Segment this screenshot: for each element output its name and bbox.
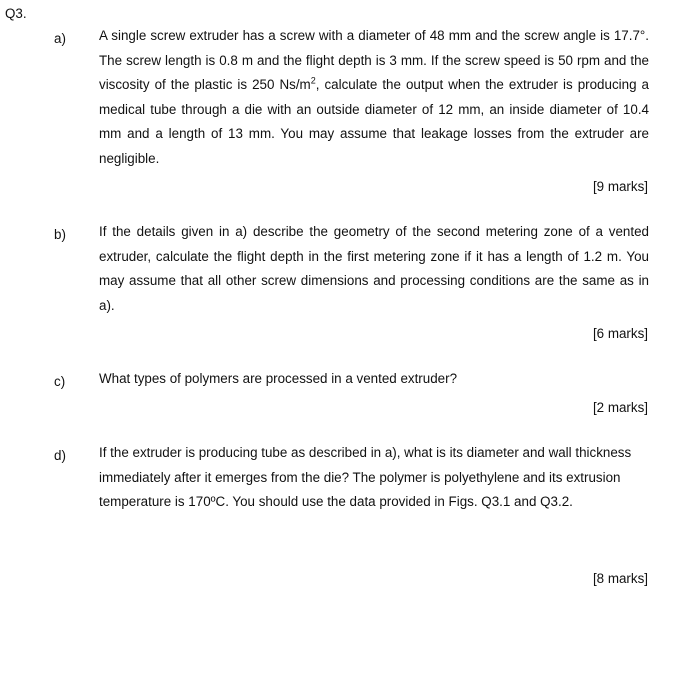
part-b-text: If the details given in a) describe the geometry of the second metering zone of a vented extruder, calculate the flight depth in the first metering zone if it has a length of 1.2 m. You may assume that all other screw dimensions and processing conditions are the same as in a). (99, 224, 649, 313)
question-number: Q3. (5, 6, 27, 21)
part-d-label: d) (54, 448, 66, 463)
part-d-marks: [8 marks] (592, 571, 648, 586)
part-a-text: A single screw extruder has a screw with a diameter of 48 mm and the screw angle is 17.7°. The screw length is 0.8 m and the flight depth is 3 mm. If the screw speed is 50 rpm and the viscosity of the plastic is 250 $Ns/m^2$, calculate the output when the extruder is producing a medical tube through a die with an outside diameter of 12 mm, an inside diameter of 10.4 mm and a length of 13 mm. You may assume that leakage losses from the extruder are negligible. (99, 28, 649, 166)
part-c-label: c) (54, 374, 66, 389)
part-b-marks: [6 marks] (592, 326, 648, 341)
part-a-label: a) (54, 31, 66, 46)
part-d-text: If the extruder is producing tube as described in a), what is its diameter and wall thickness immediately after it emerges from the die? The polymer is polyethylene and its extrusion temperature is 170ºC. You should use the data provided in Figs. Q3.1 and Q3.2. (99, 445, 632, 510)
part-b-label: b) (54, 227, 66, 242)
part-c-text: What types of polymers are processed in a vented extruder? (99, 371, 458, 386)
part-c-marks: [2 marks] (592, 400, 648, 415)
part-a-marks: [9 marks] (592, 179, 648, 194)
